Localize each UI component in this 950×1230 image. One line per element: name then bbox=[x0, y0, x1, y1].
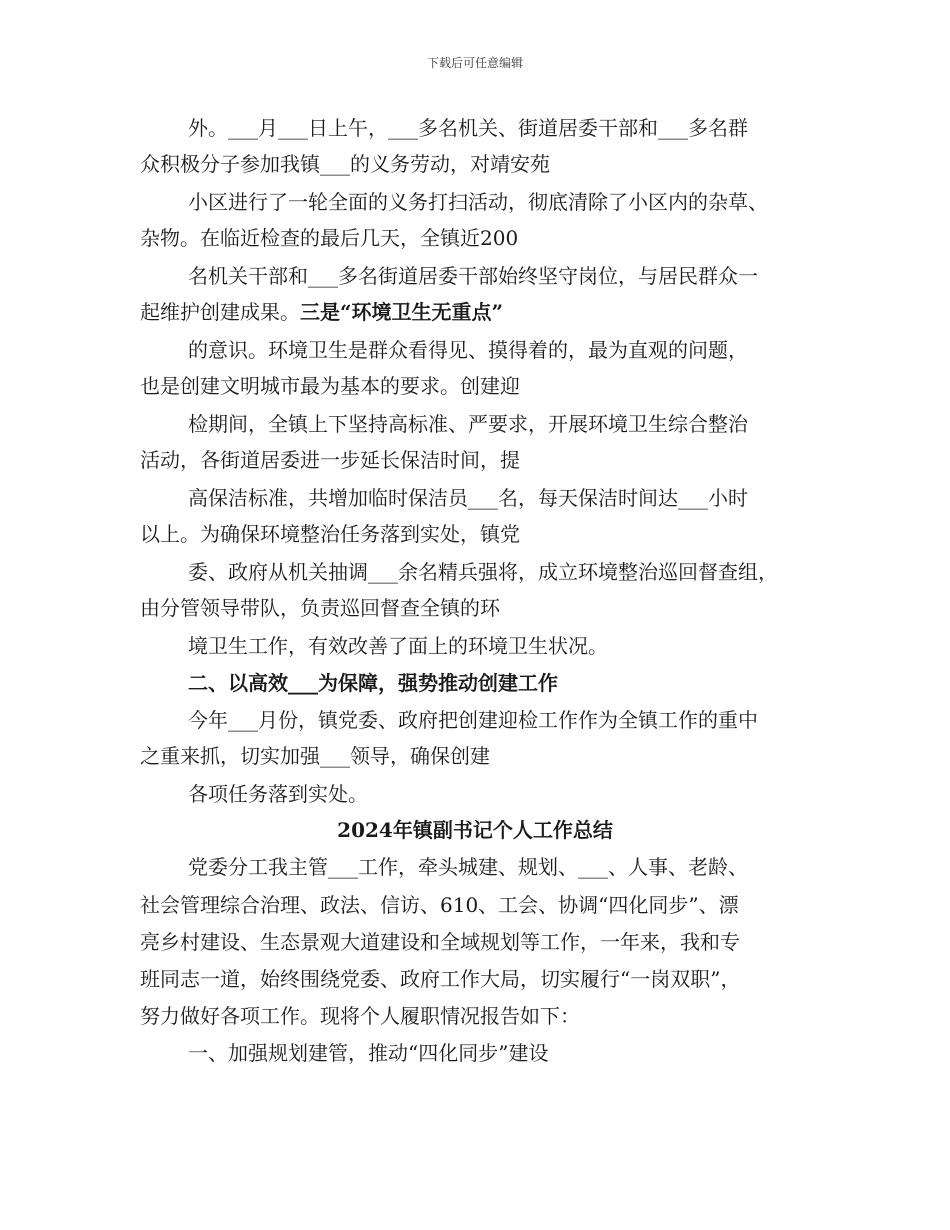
paragraph-line: 的意识。环境卫生是群众看得见、摸得着的，最为直观的问题， bbox=[188, 338, 748, 362]
paragraph-line: 今年___月份，镇党委、政府把创建迎检工作作为全镇工作的重中 bbox=[188, 708, 758, 732]
paragraph-line: 活动，各街道居委进一步延长保洁时间，提 bbox=[140, 448, 520, 472]
paragraph-line: 小区进行了一轮全面的义务打扫活动，彻底清除了小区内的杂草、 bbox=[188, 190, 768, 214]
line-text: 起维护创建成果。 bbox=[140, 300, 300, 324]
paragraph-line: 高保洁标准，共增加临时保洁员___名，每天保洁时间达___小时 bbox=[188, 486, 748, 510]
paragraph-line: 由分管领导带队，负责巡回督查全镇的环 bbox=[140, 596, 500, 620]
paragraph-line bbox=[140, 300, 503, 324]
paragraph-line: 以上。为确保环境整治任务落到实处，镇党 bbox=[140, 522, 520, 546]
paragraph-line: 各项任务落到实处。 bbox=[188, 782, 368, 806]
paragraph-line: 之重来抓，切实加强___领导，确保创建 bbox=[140, 744, 490, 768]
paragraph-line: 境卫生工作，有效改善了面上的环境卫生状况。 bbox=[188, 634, 608, 658]
section-heading: 一、加强规划建管，推动“四化同步”建设 bbox=[188, 1041, 549, 1065]
bold-phrase: 三是“环境卫生无重点” bbox=[300, 300, 504, 324]
paragraph-line: 杂物。在临近检查的最后几天，全镇近200 bbox=[140, 226, 519, 250]
paragraph-line: 努力做好各项工作。现将个人履职情况报告如下： bbox=[140, 1004, 580, 1028]
paragraph-line: 社会管理综合治理、政法、信访、610、工会、协调“四化同步”、漂 bbox=[140, 893, 739, 917]
paragraph-line: 班同志一道，始终围绕党委、政府工作大局，切实履行“一岗双职”， bbox=[140, 967, 741, 991]
paragraph-line: 也是创建文明城市最为基本的要求。创建迎 bbox=[140, 374, 520, 398]
section-heading: 二、以高效___为保障，强势推动创建工作 bbox=[188, 671, 558, 695]
paragraph-line: 党委分工我主管___工作，牵头城建、规划、___、人事、老龄、 bbox=[188, 855, 748, 879]
paragraph-line: 外。___月___日上午，___多名机关、街道居委干部和___多名群 bbox=[188, 116, 748, 140]
paragraph-line: 亮乡村建设、生态景观大道建设和全域规划等工作，一年来，我和专 bbox=[140, 930, 740, 954]
paragraph-line: 检期间，全镇上下坚持高标准、严要求，开展环境卫生综合整治 bbox=[188, 412, 748, 436]
paragraph-line: 委、政府从机关抽调___余名精兵强将，成立环境整治巡回督查组， bbox=[188, 560, 778, 584]
page-header: 下载后可任意编辑 bbox=[426, 56, 523, 70]
paragraph-line: 众积极分子参加我镇___的义务劳动，对靖安苑 bbox=[140, 152, 550, 176]
paragraph-line: 名机关干部和___多名街道居委干部始终坚守岗位，与居民群众一 bbox=[188, 264, 758, 288]
document-title: 2024年镇副书记个人工作总结 bbox=[337, 818, 613, 842]
